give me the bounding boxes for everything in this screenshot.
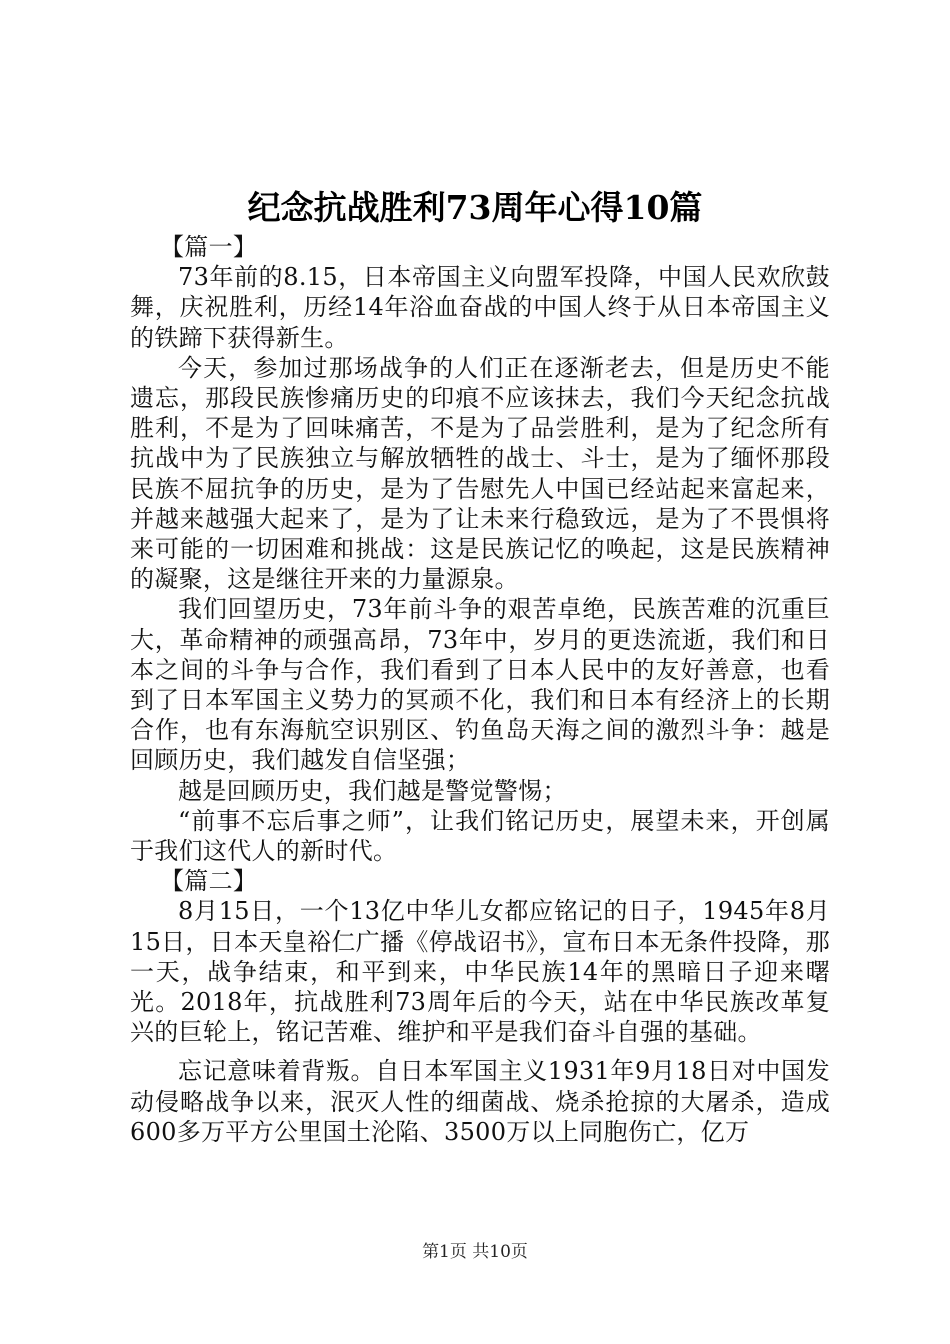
document-title: 纪念抗战胜利73周年心得10篇 — [247, 188, 703, 227]
page-footer: 第1页 共10页 — [422, 1242, 528, 1262]
paragraph: 73年前的8.15，日本帝国主义向盟军投降，中国人民欢欣鼓舞，庆祝胜利，历经14年浴血奋战的中国人终于从日本帝国主义的铁蹄下获得新生。 — [130, 263, 830, 352]
section-heading-1: 【篇一】 — [160, 233, 258, 261]
paragraph: 8月15日，一个13亿中华儿女都应铭记的日子，1945年8月15日，日本天皇裕仁广播《停战诏书》，宣布日本无条件投降，那一天，战争结束，和平到来，中华民族14年的黑暗日子迎来曙光。2018年，抗战胜利73周年后的今天，站在中华民族改革复兴的巨轮上，铭记苦难、维护和平是我们奋斗自强的基础。 — [130, 897, 830, 1047]
paragraph: 越是回顾历史，我们越是警觉警惕； — [178, 776, 567, 805]
paragraph: “前事不忘后事之师”，让我们铭记历史，展望未来，开创属于我们这代人的新时代。 — [130, 806, 830, 866]
paragraph: 我们回望历史，73年前斗争的艰苦卓绝，民族苦难的沉重巨大，革命精神的顽强高昂，73年中，岁月的更迭流逝，我们和日本之间的斗争与合作，我们看到了日本人民中的友好善意，也看到了日本军国主义势力的冥顽不化，我们和日本有经济上的长期合作，也有东海航空识别区、钓鱼岛天海之间的激烈斗争：越是回顾历史，我们越发自信坚强； — [130, 595, 830, 775]
paragraph: 忘记意味着背叛。自日本军国主义1931年9月18日对中国发动侵略战争以来，泯灭人性的细菌战、烧杀抢掠的大屠杀，造成600多万平方公里国土沦陷、3500万以上同胞伤亡，亿万 — [130, 1057, 830, 1146]
section-heading-2: 【篇二】 — [160, 867, 258, 896]
paragraph: 今天，参加过那场战争的人们正在逐渐老去，但是历史不能遗忘，那段民族惨痛历史的印痕不应该抹去，我们今天纪念抗战胜利，不是为了回味痛苦，不是为了品尝胜利，是为了纪念所有抗战中为了民族独立与解放牺牲的战士、斗士，是为了缅怀那段民族不屈抗争的历史，是为了告慰先人中国已经站起来富起来，并越来越强大起来了，是为了让未来行稳致远，是为了不畏惧将来可能的一切困难和挑战：这是民族记忆的唤起，这是民族精神的凝聚，这是继往开来的力量源泉。 — [130, 353, 830, 594]
document-body — [130, 232, 830, 1147]
